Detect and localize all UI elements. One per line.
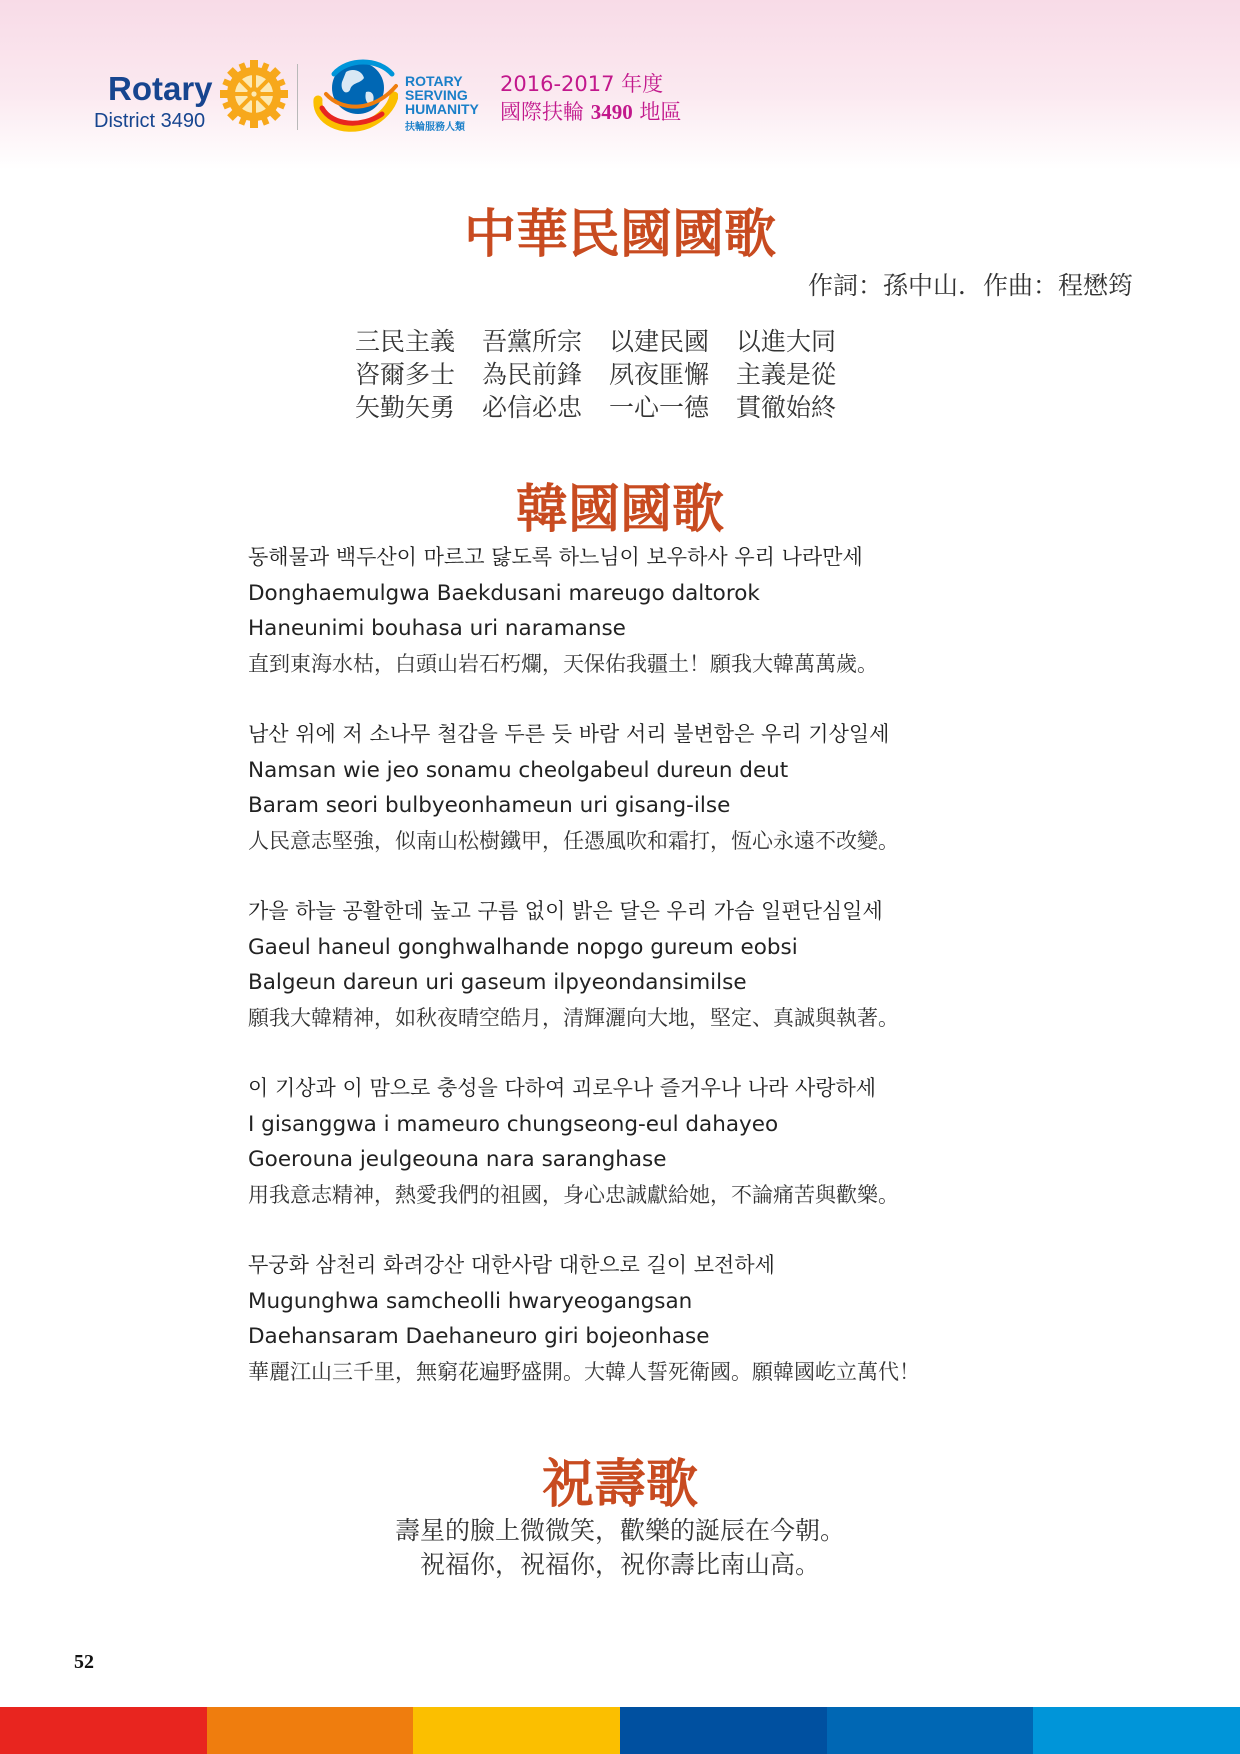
rotary-wheel-icon: [220, 60, 288, 128]
stanza-chinese: 人民意志堅強，似南山松樹鐵甲，任憑風吹和霜打，恆心永遠不改變。: [248, 828, 899, 853]
serving-line-2: SERVING: [405, 87, 468, 103]
stanza-1: [248, 540, 1148, 682]
year-line: 2016-2017 年度: [500, 72, 664, 96]
birthday-song-lyrics: [0, 1514, 1240, 1582]
serving-chinese: 扶輪服務人類: [405, 122, 465, 133]
color-bar-segment: [1033, 1707, 1240, 1754]
lyrics-row: [355, 391, 863, 424]
globe-icon: [312, 56, 398, 132]
korea-anthem-title: 韓國國歌: [515, 480, 724, 540]
footer-color-bar: [0, 1707, 1240, 1754]
lyrics-phrase: 一心一德: [609, 393, 710, 422]
birthday-line-1: 壽星的臉上微微笑，歡樂的誕辰在今朝。: [394, 1516, 845, 1545]
rotary-wordmark: Rotary: [108, 70, 213, 107]
stanza-korean: 이 기상과 이 맘으로 충성을 다하여 괴로우나 즐거우나 나라 사랑하세: [248, 1076, 877, 1100]
roc-anthem-credits: 作詞：孫中山．作曲：程懋筠: [807, 271, 1133, 300]
lyrics-phrase: 主義是從: [736, 360, 837, 389]
lyrics-phrase: 以進大同: [736, 327, 837, 356]
stanza-2: [248, 717, 1148, 859]
stanza-korean: 무궁화 삼천리 화려강산 대한사람 대한으로 길이 보전하세: [248, 1253, 775, 1277]
stanza-romanization: Goerouna jeulgeouna nara saranghase: [248, 1147, 667, 1172]
stanza-romanization: Mugunghwa samcheolli hwaryeogangsan: [248, 1288, 693, 1314]
stanza-korean: 동해물과 백두산이 마르고 닳도록 하느님이 보우하사 우리 나라만세: [248, 545, 863, 569]
color-bar-segment: [207, 1707, 414, 1754]
lyrics-phrase: 夙夜匪懈: [609, 360, 710, 389]
stanza-3: [248, 894, 1148, 1036]
lyrics-phrase: 吾黨所宗: [482, 327, 583, 356]
color-bar-segment: [620, 1707, 827, 1754]
stanza-chinese: 用我意志精神，熱愛我們的祖國，身心忠誠獻給她，不論痛苦與歡樂。: [248, 1182, 899, 1207]
roc-anthem-lyrics: [355, 325, 863, 424]
stanza-korean: 남산 위에 저 소나무 철갑을 두른 듯 바람 서리 불변함은 우리 기상일세: [248, 722, 890, 746]
serving-humanity-logo: [405, 74, 479, 133]
district-line: 國際扶輪 3490 地區: [500, 100, 682, 124]
serving-line-1: ROTARY: [405, 73, 463, 89]
stanza-romanization: Namsan wie jeo sonamu cheolgabeul dureun deut: [248, 757, 789, 783]
district-label: District 3490: [94, 110, 206, 132]
stanza-5: [248, 1248, 1148, 1390]
stanza-chinese: 直到東海水枯，白頭山岩石朽爛，天保佑我疆土！願我大韓萬萬歲。: [248, 651, 878, 676]
stanza-romanization: Baram seori bulbyeonhameun uri gisang-ilse: [248, 793, 731, 818]
header-divider: [297, 64, 298, 130]
stanza-romanization: Haneunimi bouhasa uri naramanse: [248, 616, 626, 641]
lyrics-phrase: 為民前鋒: [482, 360, 583, 389]
roc-anthem-title: 中華民國國歌: [463, 205, 776, 265]
lyrics-row: [355, 325, 863, 358]
birthday-line-2: 祝福你，祝福你，祝你壽比南山高。: [419, 1550, 820, 1579]
stanza-romanization: I gisanggwa i mameuro chungseong-eul dahayeo: [248, 1111, 779, 1137]
lyrics-phrase: 矢勤矢勇: [355, 393, 456, 422]
stanza-korean: 가을 하늘 공활한데 높고 구름 없이 밝은 달은 우리 가슴 일편단심일세: [248, 899, 883, 923]
lyrics-phrase: 以建民國: [609, 327, 710, 356]
stanza-romanization: Gaeul haneul gonghwalhande nopgo gureum eobsi: [248, 934, 798, 960]
year-district-block: [500, 70, 681, 126]
stanza-chinese: 華麗江山三千里，無窮花遍野盛開。大韓人誓死衛國。願韓國屹立萬代！: [248, 1359, 920, 1384]
stanza-romanization: Daehansaram Daehaneuro giri bojeonhase: [248, 1324, 710, 1349]
rotary-logo: [94, 70, 214, 134]
color-bar-segment: [0, 1707, 207, 1754]
stanza-chinese: 願我大韓精神，如秋夜晴空皓月，清輝灑向大地，堅定、真誠與執著。: [248, 1005, 899, 1030]
korea-anthem-lyrics: [248, 540, 1148, 1425]
lyrics-phrase: 貫徹始終: [736, 393, 837, 422]
lyrics-phrase: 必信必忠: [482, 393, 583, 422]
stanza-romanization: Donghaemulgwa Baekdusani mareugo daltorok: [248, 580, 760, 606]
stanza-4: [248, 1071, 1148, 1213]
color-bar-segment: [413, 1707, 620, 1754]
stanza-romanization: Balgeun dareun uri gaseum ilpyeondansimilse: [248, 970, 747, 995]
lyrics-phrase: 三民主義: [355, 327, 456, 356]
page-number: 52: [74, 1651, 94, 1673]
color-bar-segment: [827, 1707, 1034, 1754]
lyrics-row: [355, 358, 863, 391]
birthday-song-title: 祝壽歌: [541, 1455, 698, 1515]
lyrics-phrase: 咨爾多士: [355, 360, 456, 389]
serving-line-3: HUMANITY: [405, 101, 479, 117]
